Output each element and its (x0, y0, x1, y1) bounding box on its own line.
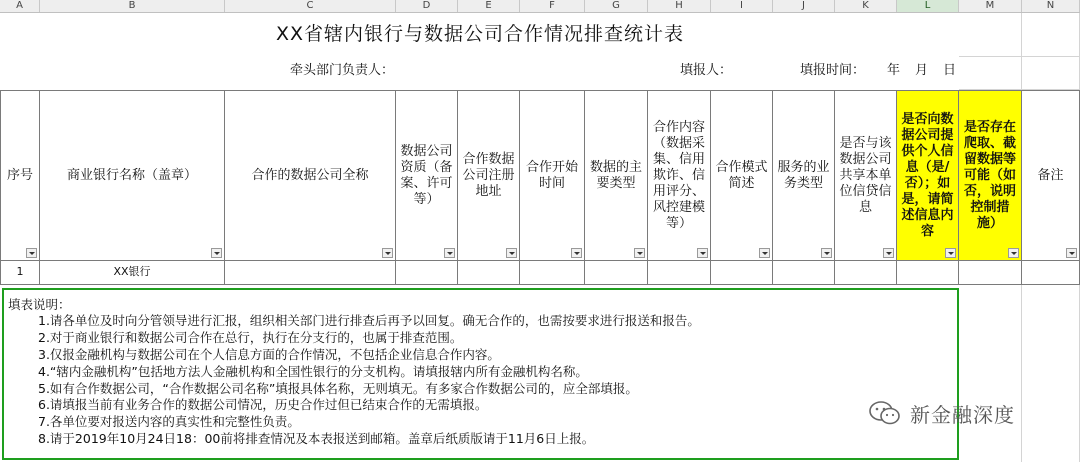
month-label: 月 (915, 63, 929, 78)
grid-cell[interactable] (1022, 13, 1080, 57)
header-qualification[interactable] (396, 90, 458, 261)
column-header-n[interactable]: N (1022, 0, 1080, 12)
header-label: 合作的数据公司全称 (251, 167, 369, 183)
filter-dropdown-icon[interactable] (759, 248, 770, 258)
table-cell[interactable] (897, 261, 959, 285)
filter-dropdown-icon[interactable] (945, 248, 956, 258)
notes-box[interactable] (2, 288, 959, 460)
grid-cell[interactable] (959, 13, 1022, 57)
column-header-c[interactable]: C (225, 0, 396, 12)
header-data-type[interactable] (585, 90, 648, 261)
header-label: 合作数据公司注册地址 (462, 151, 515, 199)
header-label: 合作内容（数据采集、信用欺诈、信用评分、风控建模等） (652, 119, 705, 231)
lead-department-label: 牵头部门负责人： (290, 63, 395, 78)
table-cell[interactable] (711, 261, 773, 285)
filter-dropdown-icon[interactable] (634, 248, 645, 258)
header-label: 是否向数据公司提供个人信息（是/否）；如是，请简述信息内容 (901, 111, 954, 239)
note-item: 6.请填报当前有业务合作的数据公司情况，历史合作过但已结束合作的无需填报。 (38, 397, 488, 413)
note-item: 1.请各单位及时向分管领导进行汇报，组织相关部门进行排查后再予以回复。确无合作的，也需按要求进行报送和报告。 (38, 313, 700, 329)
filter-dropdown-icon[interactable] (1066, 248, 1077, 258)
header-label: 是否存在爬取、截留数据等可能（如否，说明控制措施） (963, 119, 1016, 231)
day-label: 日 (943, 63, 957, 78)
bank-name-cell[interactable]: XX银行 (40, 261, 225, 285)
filter-dropdown-icon[interactable] (211, 248, 222, 258)
table-cell[interactable] (458, 261, 520, 285)
table-cell[interactable] (396, 261, 458, 285)
column-header-l[interactable]: L (897, 0, 959, 12)
column-header-k[interactable]: K (835, 0, 897, 12)
filter-dropdown-icon[interactable] (821, 248, 832, 258)
row-index-cell[interactable]: 1 (0, 261, 40, 285)
filter-dropdown-icon[interactable] (883, 248, 894, 258)
watermark (868, 396, 1015, 430)
note-item: 4.“辖内金融机构”包括地方法人金融机构和全国性银行的分支机构。请填报辖内所有金融机构名称。 (38, 363, 588, 379)
year-label: 年 (887, 63, 901, 78)
grid-cell[interactable] (959, 285, 1022, 462)
header-label: 服务的业务类型 (777, 159, 830, 191)
header-label: 合作开始时间 (525, 159, 578, 191)
grid-cell[interactable] (1022, 285, 1080, 462)
column-header-bar (0, 0, 1080, 13)
column-header-f[interactable]: F (520, 0, 585, 12)
filler-label: 填报人： (680, 63, 733, 78)
filter-dropdown-icon[interactable] (506, 248, 517, 258)
header-label: 合作模式简述 (715, 159, 768, 191)
note-item: 7.各单位要对报送内容的真实性和完整性负责。 (38, 414, 300, 430)
filter-dropdown-icon[interactable] (571, 248, 582, 258)
notes-title: 填表说明： (8, 297, 71, 312)
header-mode[interactable] (711, 90, 773, 261)
filter-dropdown-icon[interactable] (697, 248, 708, 258)
header-personal-info[interactable] (897, 90, 959, 261)
table-cell[interactable] (835, 261, 897, 285)
filter-dropdown-icon[interactable] (382, 248, 393, 258)
table-cell[interactable] (520, 261, 585, 285)
grid-cell[interactable] (959, 57, 1022, 90)
filter-dropdown-icon[interactable] (1008, 248, 1019, 258)
wechat-icon (868, 400, 902, 426)
column-header-i[interactable]: I (711, 0, 773, 12)
header-crawling[interactable] (959, 90, 1022, 261)
column-header-b[interactable]: B (40, 0, 225, 12)
date-label: 填报时间： (800, 63, 866, 78)
column-header-h[interactable]: H (648, 0, 711, 12)
header-start-time[interactable] (520, 90, 585, 261)
table-cell[interactable] (585, 261, 648, 285)
header-service[interactable] (773, 90, 835, 261)
filter-dropdown-icon[interactable] (444, 248, 455, 258)
column-header-m[interactable]: M (959, 0, 1022, 12)
header-label: 数据公司资质（备案、许可等） (400, 143, 453, 207)
header-bank-name[interactable] (40, 90, 225, 261)
header-label: 是否与该数据公司共享本单位信贷信息 (839, 135, 892, 215)
column-header-g[interactable]: G (585, 0, 648, 12)
table-cell[interactable] (648, 261, 711, 285)
header-label: 序号 (6, 167, 33, 183)
header-label: 备注 (1037, 167, 1064, 183)
note-item: 5.如有合作数据公司，“合作数据公司名称”填报具体名称，无则填无。有多家合作数据公司的，应全部填报。 (38, 380, 638, 396)
header-label: 数据的主要类型 (589, 159, 642, 191)
table-cell[interactable] (773, 261, 835, 285)
header-share-credit[interactable] (835, 90, 897, 261)
sheet-title: XX省辖内银行与数据公司合作情况排查统计表 (275, 23, 685, 45)
note-item: 2.对于商业银行和数据公司合作在总行，执行在分支行的，也属于排查范围。 (38, 330, 463, 346)
column-header-d[interactable]: D (396, 0, 458, 12)
grid-cell[interactable] (1022, 57, 1080, 90)
note-item: 3.仅报金融机构与数据公司在个人信息方面的合作情况，不包括企业信息合作内容。 (38, 347, 500, 362)
header-index[interactable] (0, 90, 40, 261)
table-cell[interactable] (1022, 261, 1080, 285)
header-address[interactable] (458, 90, 520, 261)
header-label: 商业银行名称（盖章） (66, 167, 197, 183)
header-content[interactable] (648, 90, 711, 261)
watermark-text: 新金融深度 (910, 402, 1015, 427)
header-data-company[interactable] (225, 90, 396, 261)
table-cell[interactable] (959, 261, 1022, 285)
header-remarks[interactable] (1022, 90, 1080, 261)
column-header-e[interactable]: E (458, 0, 520, 12)
filter-dropdown-icon[interactable] (26, 248, 37, 258)
column-header-a[interactable]: A (0, 0, 40, 12)
note-item: 8.请于2019年10月24日18：00前将排查情况及本表报送到邮箱。盖章后纸质版请于11月6日上报。 (38, 430, 595, 446)
column-header-j[interactable]: J (773, 0, 835, 12)
table-cell[interactable] (225, 261, 396, 285)
